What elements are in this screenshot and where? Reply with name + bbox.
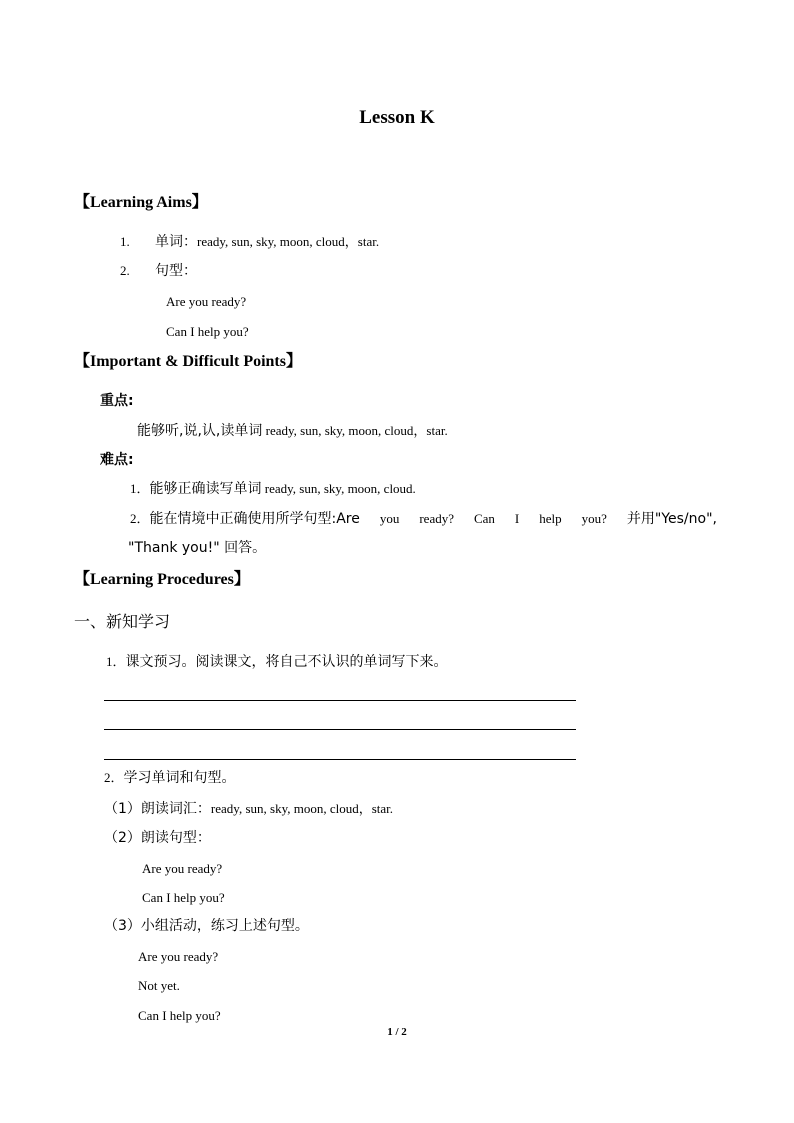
difficult-points-label: 难点: (100, 452, 134, 468)
sub-step-3-label: （3）小组活动，练习上述句型。 (104, 918, 309, 934)
difficult-point-2-word: ready? (419, 511, 454, 526)
step-2-text: 学习单词和句型。 (123, 770, 236, 786)
aims-item-1 (120, 235, 379, 249)
step-2-number: 2． (104, 770, 124, 785)
difficult-point-2-continued: "Thank you!" 回答。 (128, 540, 267, 556)
procedures-heading: 【Learning Procedures】 (74, 571, 250, 588)
key-points-text: 能够听,说,认,读单词 (137, 423, 263, 439)
difficult-point-2-number: 2． (130, 511, 150, 526)
aims-item-2-number: 2. (120, 263, 130, 278)
aims-sentence-1: Are you ready? (166, 294, 247, 309)
sub-step-3-sentence-3: Can I help you? (138, 1008, 221, 1023)
writing-line[interactable] (104, 700, 576, 701)
sub-step-2-sentence-1: Are you ready? (142, 861, 223, 876)
key-points-line (137, 424, 448, 438)
difficult-point-2-tail: 并用"Yes/no", (626, 511, 717, 527)
page-title: Lesson K (359, 107, 435, 128)
aims-item-1-number: 1. (120, 234, 130, 249)
difficult-point-2-text: 能在情境中正确使用所学句型:Are (149, 511, 360, 527)
difficult-point-2-word: I (514, 511, 520, 526)
key-points-words: ready, sun, sky, moon, cloud，star. (265, 423, 448, 438)
difficult-point-2-word: help (539, 511, 562, 526)
step-2 (104, 771, 236, 785)
difficult-point-2-word: you? (581, 511, 607, 526)
aims-item-1-text: ready, sun, sky, moon, cloud，star. (197, 234, 380, 249)
aims-sentence-2: Can I help you? (166, 324, 249, 339)
difficult-point-2-head (130, 512, 360, 526)
aims-item-2-label: 句型： (155, 263, 197, 279)
sub-step-3-sentence-2: Not yet. (138, 978, 180, 993)
difficult-point-1-number: 1． (130, 481, 150, 496)
learning-aims-heading: 【Learning Aims】 (74, 194, 208, 211)
aims-item-2 (120, 264, 197, 278)
sub-step-1-label: （1）朗读词汇： (104, 801, 211, 817)
sub-step-2-label: （2）朗读句型： (104, 830, 211, 846)
difficult-point-1 (130, 482, 416, 496)
step-1 (106, 655, 448, 669)
sub-step-1-text: ready, sun, sky, moon, cloud，star. (210, 801, 394, 816)
step-1-number: 1． (106, 654, 126, 669)
page-number: 1 / 2 (387, 1026, 407, 1038)
sub-step-1 (104, 802, 393, 816)
difficult-point-2-word: Can (473, 511, 495, 526)
writing-line[interactable] (104, 759, 576, 760)
step-1-text: 课文预习。阅读课文，将自己不认识的单词写下来。 (125, 654, 448, 670)
difficult-point-2-word: you (379, 511, 400, 526)
section-new-knowledge: 一、新知学习 (74, 612, 171, 631)
key-points-label: 重点: (100, 393, 134, 409)
difficult-point-1-text: 能够正确读写单词 (149, 481, 262, 497)
difficult-point-2 (130, 512, 717, 526)
writing-line[interactable] (104, 729, 576, 730)
aims-item-1-label: 单词： (155, 234, 197, 250)
sub-step-3-sentence-1: Are you ready? (138, 949, 219, 964)
points-heading: 【Important & Difficult Points】 (74, 353, 302, 370)
sub-step-2-sentence-2: Can I help you? (142, 890, 225, 905)
difficult-point-1-words: ready, sun, sky, moon, cloud. (264, 481, 416, 496)
